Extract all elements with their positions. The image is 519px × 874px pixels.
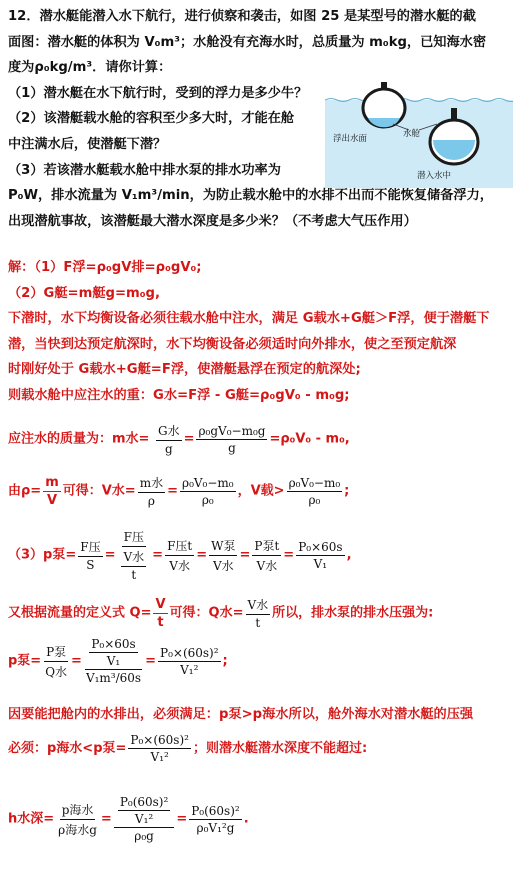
- question-line: 12．潜水艇能潜入水下航行，进行侦察和袭击，如图 25 是某型号的潜水艇的截: [8, 9, 476, 24]
- label-dive: 潜入水中: [417, 171, 452, 181]
- question-line: 度为ρ₀kg/m³．请你计算：: [8, 60, 172, 76]
- label-float: 浮出水面: [333, 134, 368, 144]
- fraction: $\frac{\frac{\text{P₀×60s}}{\text{V₁}}}{\text{V₁m³/60s}}$: [85, 637, 142, 685]
- fraction: $\frac{\text{V水}}{t}$: [247, 598, 269, 630]
- fraction: $\frac{\text{P₀×(60s)²}}{\text{V₁²}}$: [130, 733, 189, 764]
- fraction: $\frac{\text{ρ₀V₀−m₀}}{\text{ρ₀}}$: [182, 475, 234, 507]
- fraction: $\frac{\text{P泵}}{\text{Q水}}$: [45, 644, 68, 679]
- fraction: $\frac{\text{ρ₀V₀−m₀}}{\text{ρ₀}}$: [288, 475, 341, 507]
- question-part-3: （3）若该潜水艇载水舱中排水泵的排水功率为: [8, 162, 281, 178]
- fraction: $\frac{\text{F压}}{S}$: [80, 540, 101, 572]
- label-tank: 水舱: [403, 129, 421, 139]
- equation-mass: 应注水的质量为：m水= $\frac{\text{G水}}{g}$ = $\frac{\text{ρ₀gV₀−m₀g}}{g}$ =ρ₀V₀ - m₀,: [8, 423, 350, 456]
- equation-pump-pressure: p泵= $\frac{\text{P泵}}{\text{Q水}}$ = $\frac{\frac{\text{P₀×60s}}{\text{V₁}}}{\text{V₁m³/60s}}$ = $\frac{\text{P₀×(60s)²}}{\text{V₁²}}$ ;: [8, 637, 228, 685]
- fraction: $\frac{\text{P₀(60s)²}}{\text{V₁²}}$: [119, 795, 169, 826]
- fraction: $\frac{\text{W泵}}{\text{V水}}$: [211, 538, 236, 573]
- solution-line-1: 解：（1）F浮=ρ₀gV排=ρ₀gV₀;: [8, 260, 202, 275]
- fraction: $\frac{\frac{\text{P₀(60s)²}}{\text{V₁²}}}{\text{ρ₀g}}$: [114, 795, 175, 843]
- question-part-1: （1）潜水艇在水下航行时，受到的浮力是多少牛？: [8, 85, 308, 101]
- question-part-2: （2）该潜艇载水舱的容积至少多大时，才能在舱: [8, 111, 295, 127]
- submarine-diagram: [325, 78, 513, 188]
- submarine-figure: [325, 78, 513, 188]
- solution-line-2: （2）G艇=m艇g=m₀g,: [8, 285, 160, 301]
- solution-condition: [8, 702, 513, 728]
- solution-block: [8, 255, 513, 409]
- fraction: $\frac{m}{V}$: [45, 474, 59, 508]
- fraction: $\frac{V}{t}$: [155, 596, 166, 630]
- fraction: $\frac{\text{V水}}{t}$: [123, 550, 145, 582]
- fraction: $\frac{\text{p海水}}{\text{ρ海水g}}$: [58, 802, 97, 837]
- fraction: $\frac{\text{ρ₀gV₀−m₀g}}{g}$: [198, 423, 266, 455]
- solution-line-12: 因要能把舱内的水排出，必须满足：p泵>p海水所以，舱外海水对潜水艇的压强: [8, 707, 474, 722]
- solution-line-6: 则载水舱中应注水的重：G水=F浮 - G艇=ρ₀gV₀ - m₀g;: [8, 387, 350, 403]
- solution-line-5: 时刚好处于 G载水+G艇=F浮，使潜艇悬浮在预定的航深处;: [8, 362, 361, 378]
- fraction: $\frac{\text{m水}}{\rho}$: [139, 476, 164, 508]
- equation-depth: h水深= $\frac{\text{p海水}}{\text{ρ海水g}}$ = $\frac{\frac{\text{P₀(60s)²}}{\text{V₁²}}}{\text{ρ₀g}}$ = $\frac{\text{P₀(60s)²}}{\text{ρ₀V₁²g}}$ .: [8, 795, 249, 843]
- question-part-2-cont: 中注满水后，使潜艇下潜？: [8, 136, 167, 152]
- solution-line-4: 潜，当快到达预定航深时，水下均衡设备必须适时向外排水，使之至预定航深: [8, 336, 457, 352]
- question-part-3-cont: P₀W，排水流量为 V₁m³/min，为防止载水舱中的水排不出而不能恢复储备浮力，: [8, 188, 493, 204]
- floating-submarine: [363, 82, 405, 127]
- fraction: $\frac{\text{P₀(60s)²}}{\text{ρ₀V₁²g}}$: [191, 803, 240, 835]
- fraction: $\frac{\text{P泵t}}{\text{V水}}$: [254, 538, 280, 573]
- question-part-3-cont: 出现潜航事故，该潜艇最大潜水深度是多少米？（不考虑大气压作用）: [8, 213, 417, 229]
- equation-flow: 又根据流量的定义式 Q= $\frac{V}{t}$ 可得：Q水= $\frac{\text{V水}}{t}$ 所以，排水泵的排水压强为:: [8, 596, 434, 630]
- fraction: $\frac{\text{P₀×60s}}{\text{V₁}}$: [91, 637, 136, 668]
- equation-volume: 由ρ= $\frac{m}{V}$ 可得：V水= $\frac{\text{m水}}{\rho}$ = $\frac{\text{ρ₀V₀−m₀}}{\text{ρ₀}}$ ，V载> $\frac{\text{ρ₀V₀−m₀}}{\text{ρ₀}}$ ;: [8, 474, 350, 508]
- fraction: $\frac{\text{P₀×60s}}{\text{V₁}}$: [298, 539, 343, 571]
- fraction: $\frac{\text{F压}}{\frac{\text{V水}}{t}}$: [123, 530, 145, 582]
- fraction: $\frac{\text{G水}}{g}$: [157, 424, 180, 456]
- solution-line-3: 下潜时，水下均衡设备必须往载水舱中注水，满足 G载水+G艇＞F浮，便于潜艇下: [8, 311, 490, 327]
- equation-seawater: 必须：p海水<p泵= $\frac{\text{P₀×(60s)²}}{\text{V₁²}}$ ；则潜水艇潜水深度不能超过:: [8, 733, 368, 764]
- question-line: 面图：潜水艇的体积为 V₀m³；水舱没有充海水时，总质量为 m₀kg，已知海水密: [8, 34, 487, 50]
- equation-pressure: （3）p泵= $\frac{\text{F压}}{S}$ = $\frac{\text{F压}}{\frac{\text{V水}}{t}}$ = $\frac{\text{F压t}}{\text{V水}}$ = $\frac{\text{W泵}}{\text{V水}}$ = $\frac{\text{P泵t}}{\text{V水}}$ = $\frac{\text{P₀×60s}}{\text{V₁}}$ ,: [8, 530, 352, 582]
- fraction: $\frac{\text{P₀×(60s)²}}{\text{V₁²}}$: [160, 645, 219, 677]
- fraction: $\frac{\text{F压t}}{\text{V水}}$: [167, 538, 193, 573]
